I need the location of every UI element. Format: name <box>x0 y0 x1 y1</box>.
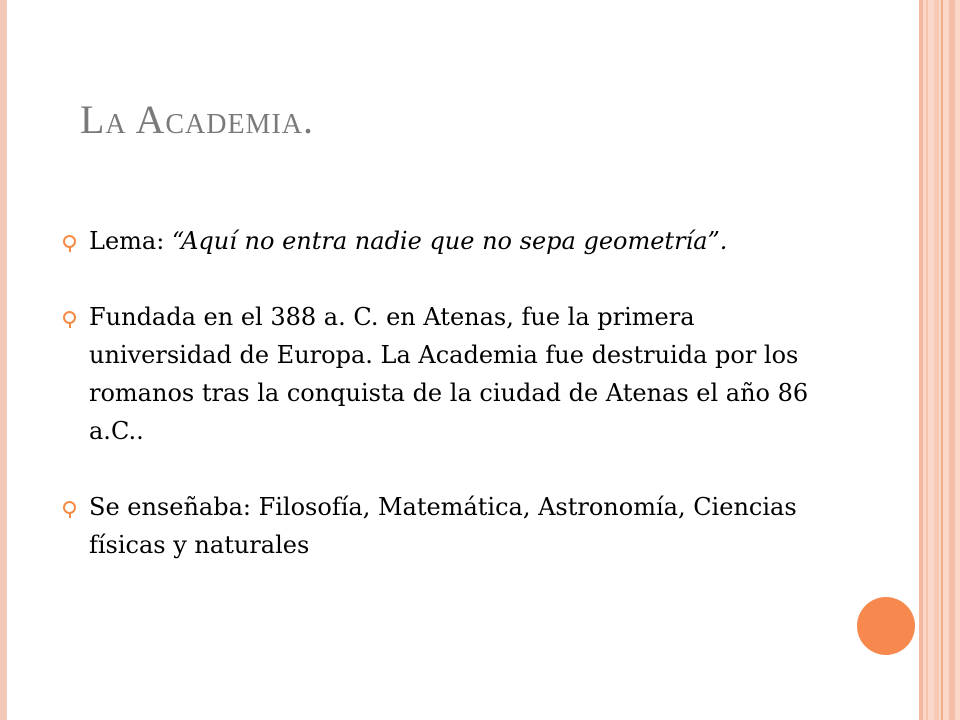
decorative-stripe <box>949 0 955 720</box>
bullet-quote: “Aquí no entra nadie que no sepa geometría”. <box>171 227 728 255</box>
bullet-text: Se enseñaba: Filosofía, Matemática, Astronomía, Ciencias físicas y naturales <box>89 493 797 559</box>
decorative-stripe <box>919 0 923 720</box>
decorative-stripe <box>926 0 928 720</box>
bullet-marker-icon <box>63 501 76 514</box>
bullet-prefix: Lema: <box>89 227 172 255</box>
decorative-stripe <box>941 0 943 720</box>
bullet-list <box>60 222 820 602</box>
bullet-item-fundada <box>60 298 820 450</box>
bullet-text: Fundada en el 388 a. C. en Atenas, fue la primera universidad de Europa. La Academia fue destruida por los romanos tras la conquista de la ciudad de Atenas el año 86 a.C.. <box>89 303 809 445</box>
decorative-stripe <box>934 0 939 720</box>
bullet-item-lema <box>60 222 820 260</box>
left-border <box>0 0 7 720</box>
slide-title: La Academia. <box>80 97 314 142</box>
bullet-marker-icon <box>63 311 76 324</box>
accent-circle <box>857 597 915 655</box>
bullet-marker-icon <box>63 235 76 248</box>
bullet-item-ensenaba <box>60 488 820 564</box>
